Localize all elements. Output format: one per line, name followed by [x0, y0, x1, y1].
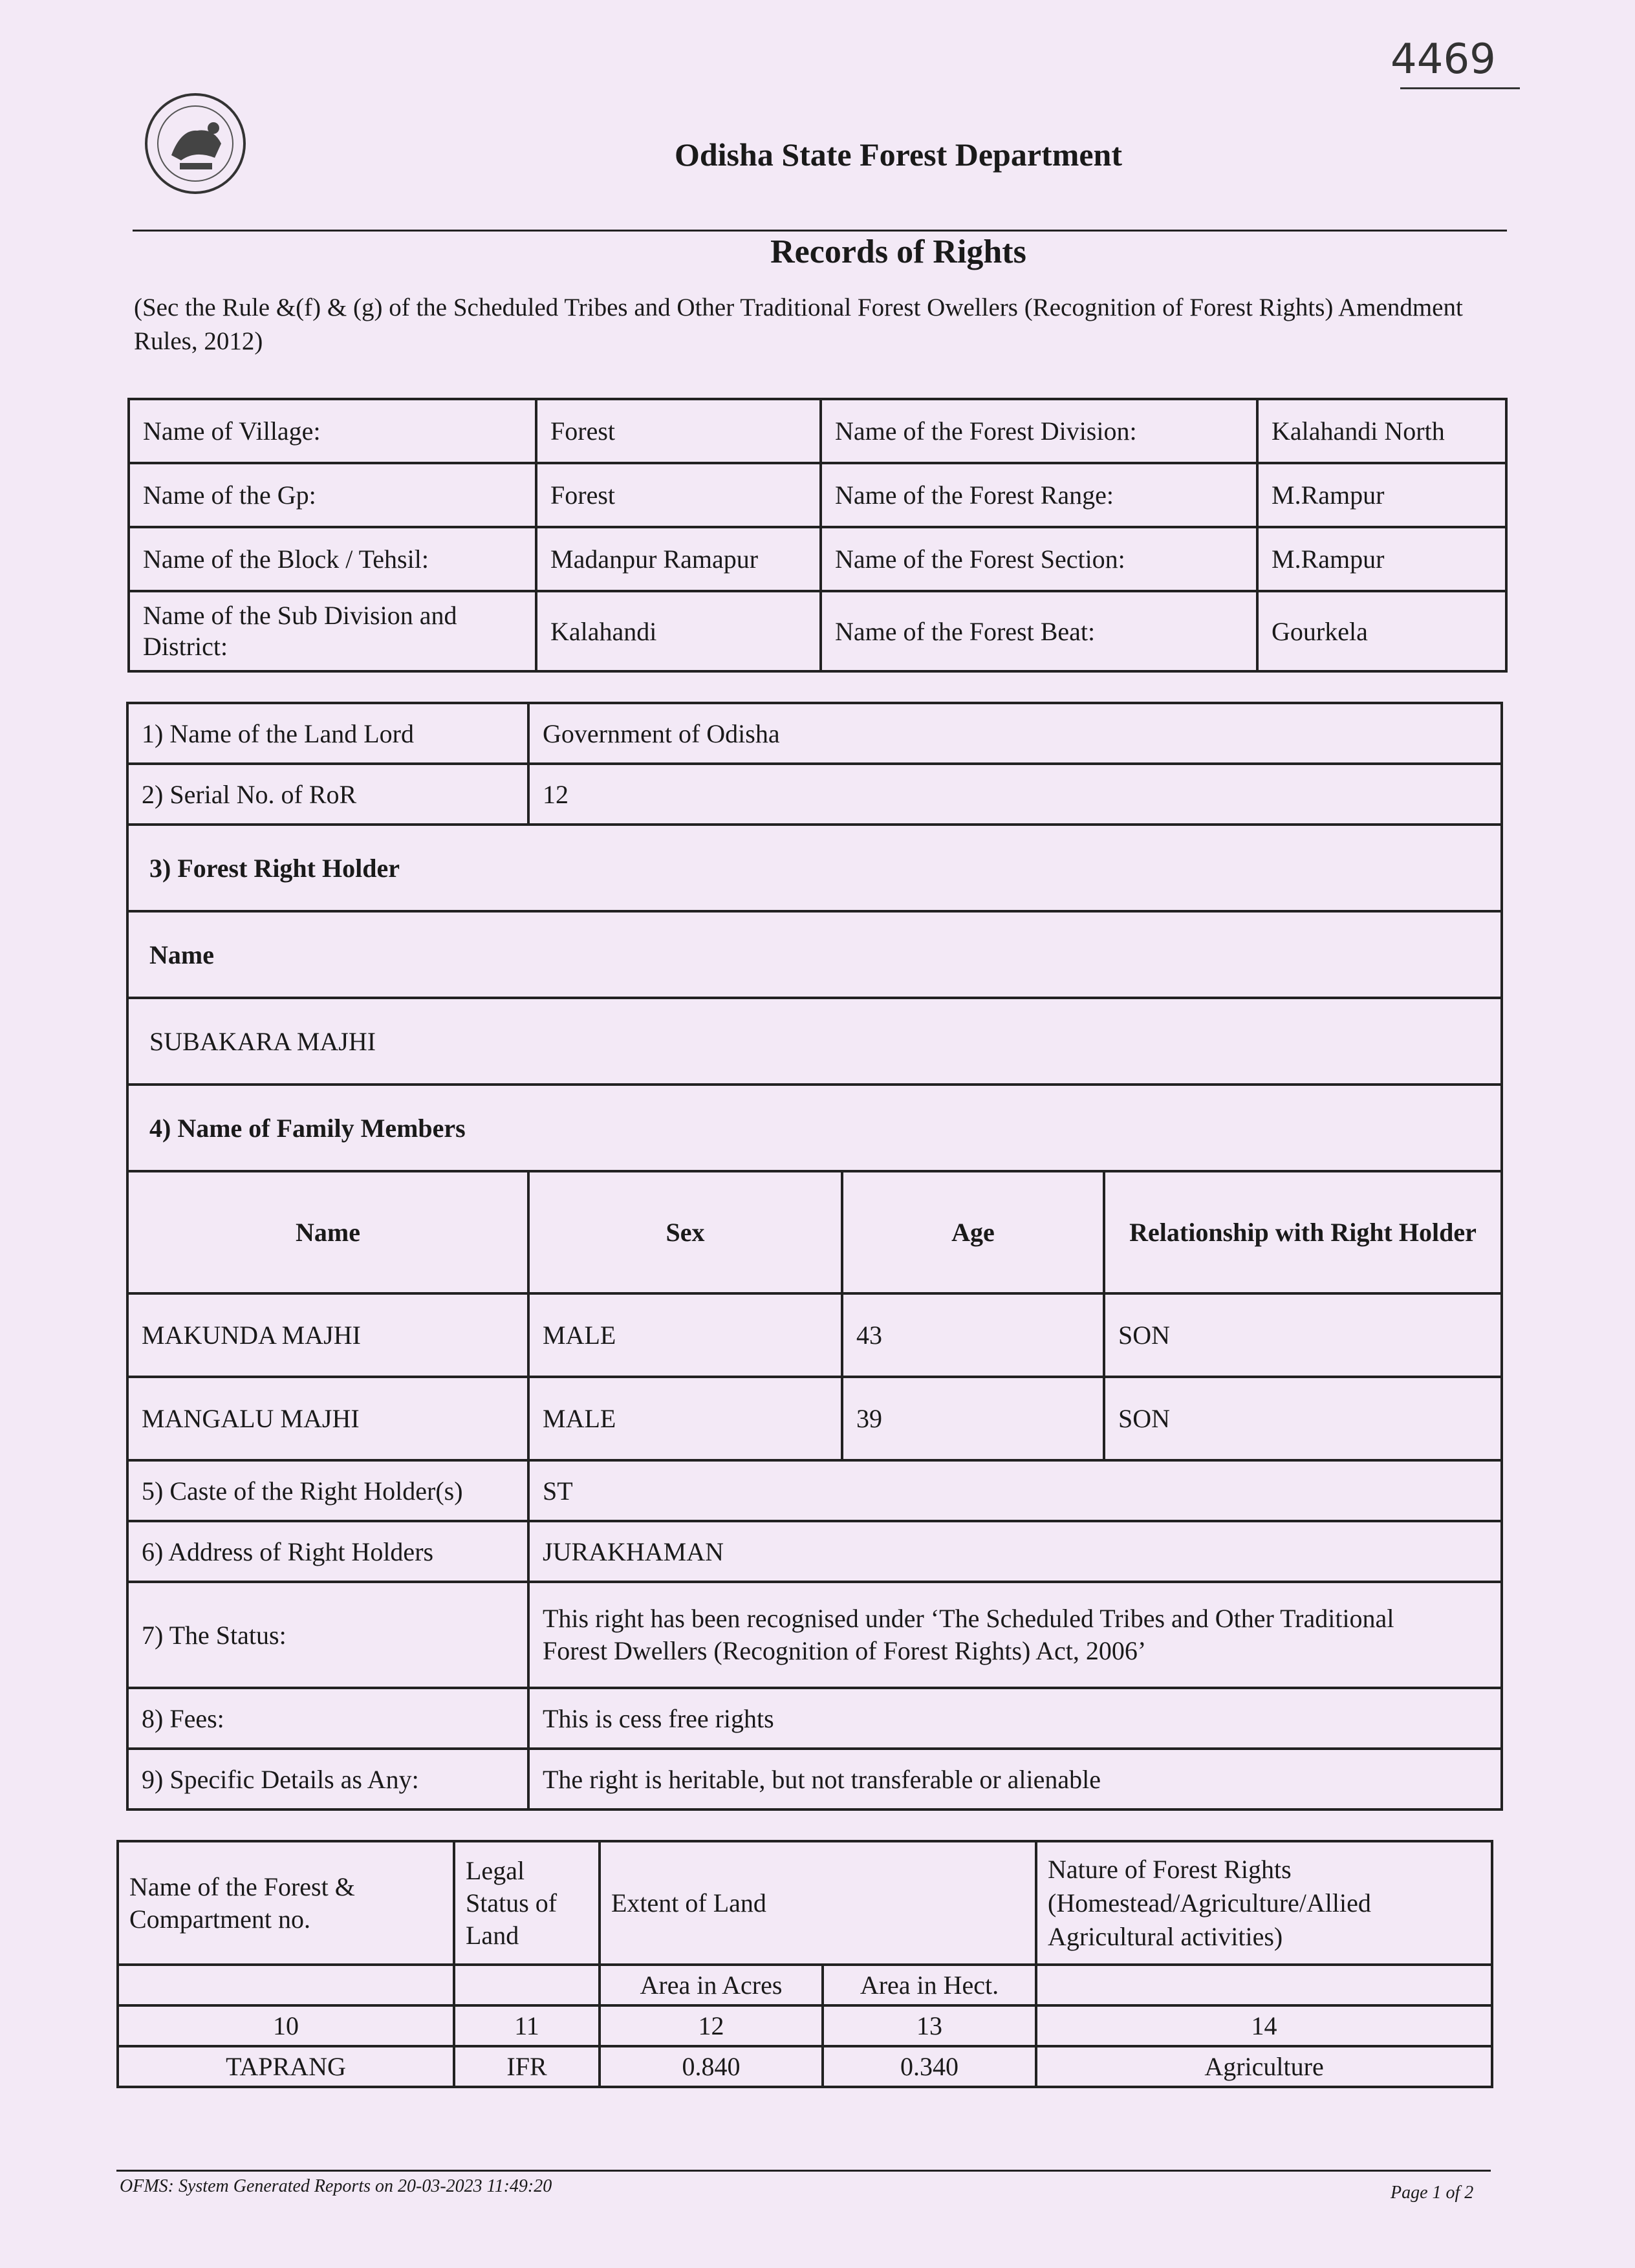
num-forest: 10 — [118, 2005, 454, 2046]
village-value: Forest — [536, 399, 821, 463]
family-member-age: 43 — [842, 1293, 1104, 1377]
num-nature: 14 — [1036, 2005, 1492, 2046]
family-col-age: Age — [842, 1171, 1104, 1293]
table-row — [127, 1293, 1502, 1377]
department-title: Odisha State Forest Department — [674, 136, 1123, 173]
family-member-relation: SON — [1104, 1377, 1502, 1460]
col-legal: Legal Status of Land — [454, 1841, 600, 1965]
specific-value: The right is heritable, but not transferable or alienable — [528, 1749, 1502, 1809]
address-label: 6) Address of Right Holders — [127, 1521, 528, 1582]
forest-section-label: Name of the Forest Section: — [821, 527, 1257, 591]
subdivision-label: Name of the Sub Division and District: — [129, 591, 536, 671]
right-holder-heading: 3) Forest Right Holder — [127, 825, 1502, 911]
table-row — [118, 2046, 1492, 2087]
table-row — [129, 527, 1506, 591]
rule-reference: (Sec the Rule &(f) & (g) of the Scheduled Tribes and Other Traditional Forest Owellers (Recognition of Forest Rights) Amendment Rules, 2012) — [134, 294, 1463, 355]
forest-range-value: M.Rampur — [1257, 463, 1506, 527]
fees-label: 8) Fees: — [127, 1688, 528, 1749]
forest-beat-value: Gourkela — [1257, 591, 1506, 671]
family-member-sex: MALE — [528, 1293, 842, 1377]
gp-label: Name of the Gp: — [129, 463, 536, 527]
village-label: Name of Village: — [129, 399, 536, 463]
status-line: Forest Dwellers (Recognition of Forest Rights) Act, 2006’ — [543, 1636, 1147, 1665]
table-row — [129, 463, 1506, 527]
family-member-age: 39 — [842, 1377, 1104, 1460]
col-forest: Name of the Forest & Compartment no. — [118, 1841, 454, 1965]
land-hect: 0.340 — [823, 2046, 1036, 2087]
table-row — [127, 1521, 1502, 1582]
family-member-sex: MALE — [528, 1377, 842, 1460]
status-label: 7) The Status: — [127, 1582, 528, 1688]
family-heading: 4) Name of Family Members — [127, 1085, 1502, 1171]
footer-divider — [116, 2170, 1491, 2172]
status-line: This right has been recognised under ‘The Scheduled Tribes and Other Traditional — [543, 1604, 1394, 1633]
caste-label: 5) Caste of the Right Holder(s) — [127, 1460, 528, 1521]
serial-label: 2) Serial No. of RoR — [127, 764, 528, 825]
table-row — [127, 1582, 1502, 1688]
document-title: Records of Rights — [770, 233, 1026, 270]
table-row — [127, 998, 1502, 1085]
land-lord-label: 1) Name of the Land Lord — [127, 703, 528, 764]
land-forest: TAPRANG — [118, 2046, 454, 2087]
blank-cell — [454, 1965, 600, 2005]
name-heading: Name — [127, 911, 1502, 998]
table-row — [118, 2005, 1492, 2046]
col-acres: Area in Acres — [600, 1965, 823, 2005]
subdivision-value: Kalahandi — [536, 591, 821, 671]
land-lord-value: Government of Odisha — [528, 703, 1502, 764]
family-member-relation: SON — [1104, 1293, 1502, 1377]
family-col-relation: Relationship with Right Holder — [1104, 1171, 1502, 1293]
forest-section-value: M.Rampur — [1257, 527, 1506, 591]
land-table — [116, 1840, 1493, 2088]
table-row — [118, 1965, 1492, 2005]
handwritten-underline — [1400, 87, 1520, 89]
handwritten-page-number: 4469 — [1391, 36, 1496, 83]
table-row — [129, 591, 1506, 671]
table-row — [127, 1171, 1502, 1293]
blank-cell — [1036, 1965, 1492, 2005]
land-legal: IFR — [454, 2046, 600, 2087]
land-acres: 0.840 — [600, 2046, 823, 2087]
family-member-name: MAKUNDA MAJHI — [127, 1293, 528, 1377]
forest-division-label: Name of the Forest Division: — [821, 399, 1257, 463]
table-row — [118, 1841, 1492, 1965]
gp-value: Forest — [536, 463, 821, 527]
table-row — [127, 1377, 1502, 1460]
table-row — [129, 399, 1506, 463]
col-hect: Area in Hect. — [823, 1965, 1036, 2005]
table-row — [127, 1460, 1502, 1521]
land-nature: Agriculture — [1036, 2046, 1492, 2087]
forest-division-value: Kalahandi North — [1257, 399, 1506, 463]
block-value: Madanpur Ramapur — [536, 527, 821, 591]
blank-cell — [118, 1965, 454, 2005]
table-row — [127, 1749, 1502, 1809]
specific-label: 9) Specific Details as Any: — [127, 1749, 528, 1809]
fees-value: This is cess free rights — [528, 1688, 1502, 1749]
table-row — [127, 911, 1502, 998]
table-row — [127, 1085, 1502, 1171]
forest-range-label: Name of the Forest Range: — [821, 463, 1257, 527]
location-table — [127, 398, 1508, 673]
table-row — [127, 703, 1502, 764]
footer-report-info: OFMS: System Generated Reports on 20-03-2023 11:49:20 — [120, 2176, 552, 2196]
footer-page-number: Page 1 of 2 — [1391, 2183, 1474, 2203]
num-hect: 13 — [823, 2005, 1036, 2046]
table-row — [127, 825, 1502, 911]
caste-value: ST — [528, 1460, 1502, 1521]
col-nature: Nature of Forest Rights (Homestead/Agriculture/Allied Agricultural activities) — [1036, 1841, 1492, 1965]
right-holder-name: SUBAKARA MAJHI — [127, 998, 1502, 1085]
status-value — [528, 1582, 1502, 1688]
family-col-name: Name — [127, 1171, 528, 1293]
block-label: Name of the Block / Tehsil: — [129, 527, 536, 591]
address-value: JURAKHAMAN — [528, 1521, 1502, 1582]
num-legal: 11 — [454, 2005, 600, 2046]
table-row — [127, 1688, 1502, 1749]
family-col-sex: Sex — [528, 1171, 842, 1293]
family-member-name: MANGALU MAJHI — [127, 1377, 528, 1460]
col-extent: Extent of Land — [600, 1841, 1036, 1965]
forest-beat-label: Name of the Forest Beat: — [821, 591, 1257, 671]
table-row — [127, 764, 1502, 825]
num-acres: 12 — [600, 2005, 823, 2046]
record-table — [126, 702, 1503, 1811]
header-divider — [133, 230, 1507, 232]
serial-value: 12 — [528, 764, 1502, 825]
